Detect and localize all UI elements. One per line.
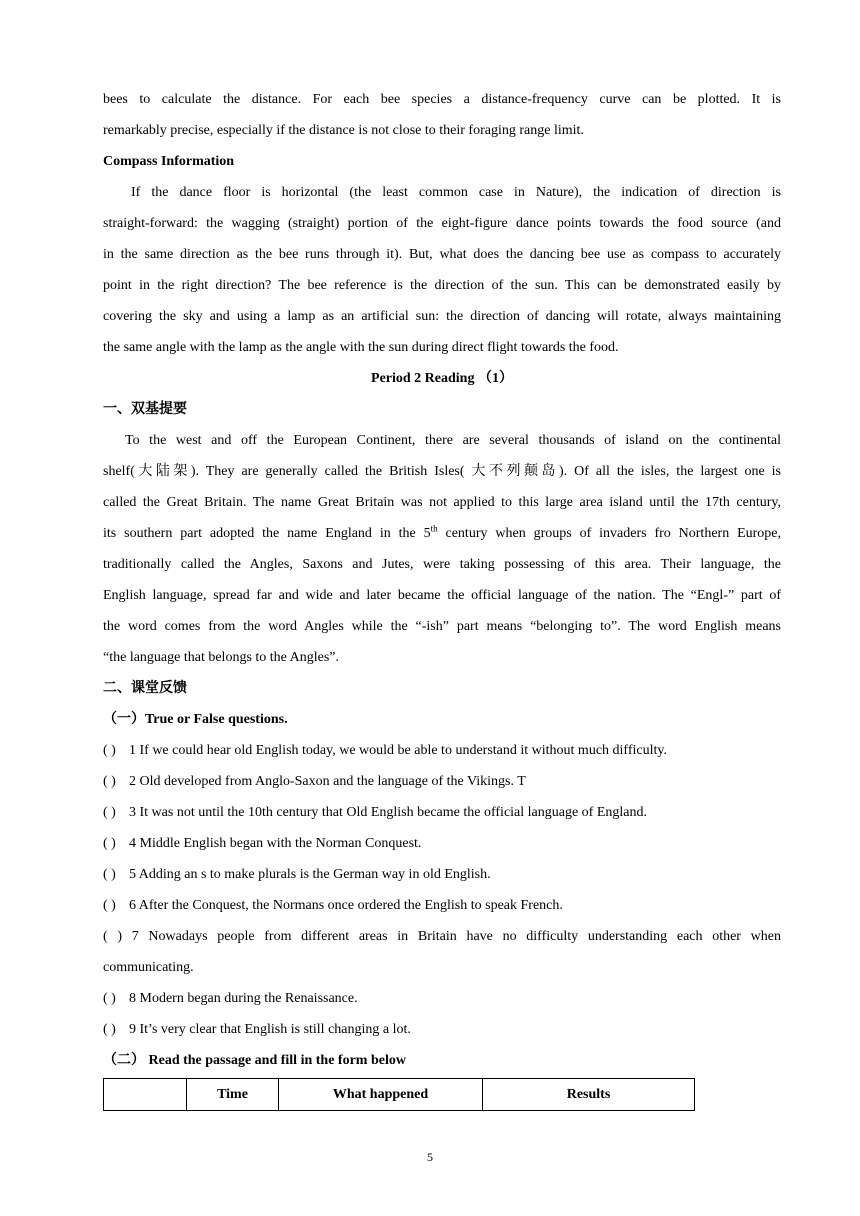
- section1-line-4-b: century when groups of invaders fro Northern Europe,: [437, 526, 782, 541]
- question-text: 9 It’s very clear that English is still changing a lot.: [129, 1022, 411, 1037]
- section1-line-5: traditionally called the Angles, Saxons and Jutes, were taking possessing of this area. Their language, the: [103, 557, 781, 572]
- true-false-heading: （一）True or False questions.: [103, 712, 288, 727]
- question-1: [103, 735, 781, 766]
- compass-line-5: covering the sky and using a lamp as an artificial sun: the direction of dancing will rotate, always maintaining: [103, 309, 781, 324]
- compass-line-2: straight-forward: the wagging (straight) portion of the eight-figure dance points towards the food source (and: [103, 216, 781, 231]
- question-text: 4 Middle English began with the Norman Conquest.: [129, 836, 422, 851]
- section1-line-6: English language, spread far and wide and later became the official language of the nation. The “Engl-” part of: [103, 588, 781, 603]
- question-text: 2 Old developed from Anglo-Saxon and the language of the Vikings. T: [129, 774, 526, 789]
- answer-blank[interactable]: ( ): [103, 898, 116, 913]
- bees-line-2: remarkably precise, especially if the distance is not close to their foraging range limit.: [103, 123, 584, 138]
- section1-line-4: [103, 518, 781, 549]
- question-7-line-1: ( ) 7 Nowadays people from different areas in Britain have no difficulty understanding each other when: [103, 929, 781, 944]
- answer-blank[interactable]: ( ): [103, 743, 116, 758]
- table-header-row: [104, 1079, 695, 1111]
- answer-blank[interactable]: ( ): [103, 991, 116, 1006]
- table-header-what-happened: What happened: [279, 1079, 483, 1111]
- table-header-results: Results: [483, 1079, 695, 1111]
- compass-line-1: If the dance floor is horizontal (the least common case in Nature), the indication of direction is: [131, 185, 781, 200]
- period-title: Period 2 Reading （1）: [371, 371, 513, 386]
- question-5: [103, 859, 781, 890]
- fill-form-heading: （二） Read the passage and fill in the form below: [103, 1053, 406, 1068]
- question-text: 8 Modern began during the Renaissance.: [129, 991, 358, 1006]
- answer-blank[interactable]: ( ): [103, 1022, 116, 1037]
- section1-line-4-sup: th: [430, 523, 438, 534]
- section1-line-3: called the Great Britain. The name Great Britain was not applied to this large area island until the 17th century,: [103, 495, 781, 510]
- answer-blank[interactable]: ( ): [103, 774, 116, 789]
- question-text: 6 After the Conquest, the Normans once ordered the English to speak French.: [129, 898, 563, 913]
- section1-line-8: “the language that belongs to the Angles”.: [103, 650, 339, 665]
- compass-heading: Compass Information: [103, 154, 235, 169]
- question-text: 1 If we could hear old English today, we would be able to understand it without much difficulty.: [129, 743, 667, 758]
- compass-line-3: in the same direction as the bee runs through it). But, what does the dancing bee use as compass to accurately: [103, 247, 781, 262]
- page-number: 5: [427, 1150, 433, 1164]
- answer-blank[interactable]: ( ): [103, 836, 116, 851]
- answer-blank[interactable]: ( ): [103, 805, 116, 820]
- compass-line-6: the same angle with the lamp as the angle with the sun during direct flight towards the food.: [103, 340, 619, 355]
- question-4: [103, 828, 781, 859]
- section1-heading: 一、双基提要: [103, 402, 187, 417]
- question-3: [103, 797, 781, 828]
- question-6: [103, 890, 781, 921]
- question-9: [103, 1014, 781, 1045]
- compass-line-4: point in the right direction? The bee reference is the direction of the sun. This can be demonstrated easily by: [103, 278, 781, 293]
- section1-line-7: the word comes from the word Angles while the “-ish” part means “belonging to”. The word English means: [103, 619, 781, 634]
- table-header-time: Time: [187, 1079, 279, 1111]
- question-8: [103, 983, 781, 1014]
- section2-heading: 二、课堂反馈: [103, 681, 187, 696]
- section1-line-1: To the west and off the European Continent, there are several thousands of island on the continental: [125, 433, 781, 448]
- question-2: [103, 766, 781, 797]
- answer-blank[interactable]: ( ): [103, 867, 116, 882]
- fill-in-table: [103, 1078, 695, 1111]
- section1-line-4-a: its southern part adopted the name England in the 5: [103, 526, 431, 541]
- question-text: 5 Adding an s to make plurals is the German way in old English.: [129, 867, 491, 882]
- bees-line-1: bees to calculate the distance. For each bee species a distance-frequency curve can be plotted. It is: [103, 92, 781, 107]
- question-7-line-2: communicating.: [103, 960, 194, 975]
- document-page: [103, 84, 781, 1111]
- section1-line-2: shelf(大陆架). They are generally called the British Isles( 大不列颠岛). Of all the isles, the largest one is: [103, 464, 781, 479]
- table-header-blank[interactable]: [104, 1079, 187, 1111]
- question-text: 3 It was not until the 10th century that Old English became the official language of England.: [129, 805, 647, 820]
